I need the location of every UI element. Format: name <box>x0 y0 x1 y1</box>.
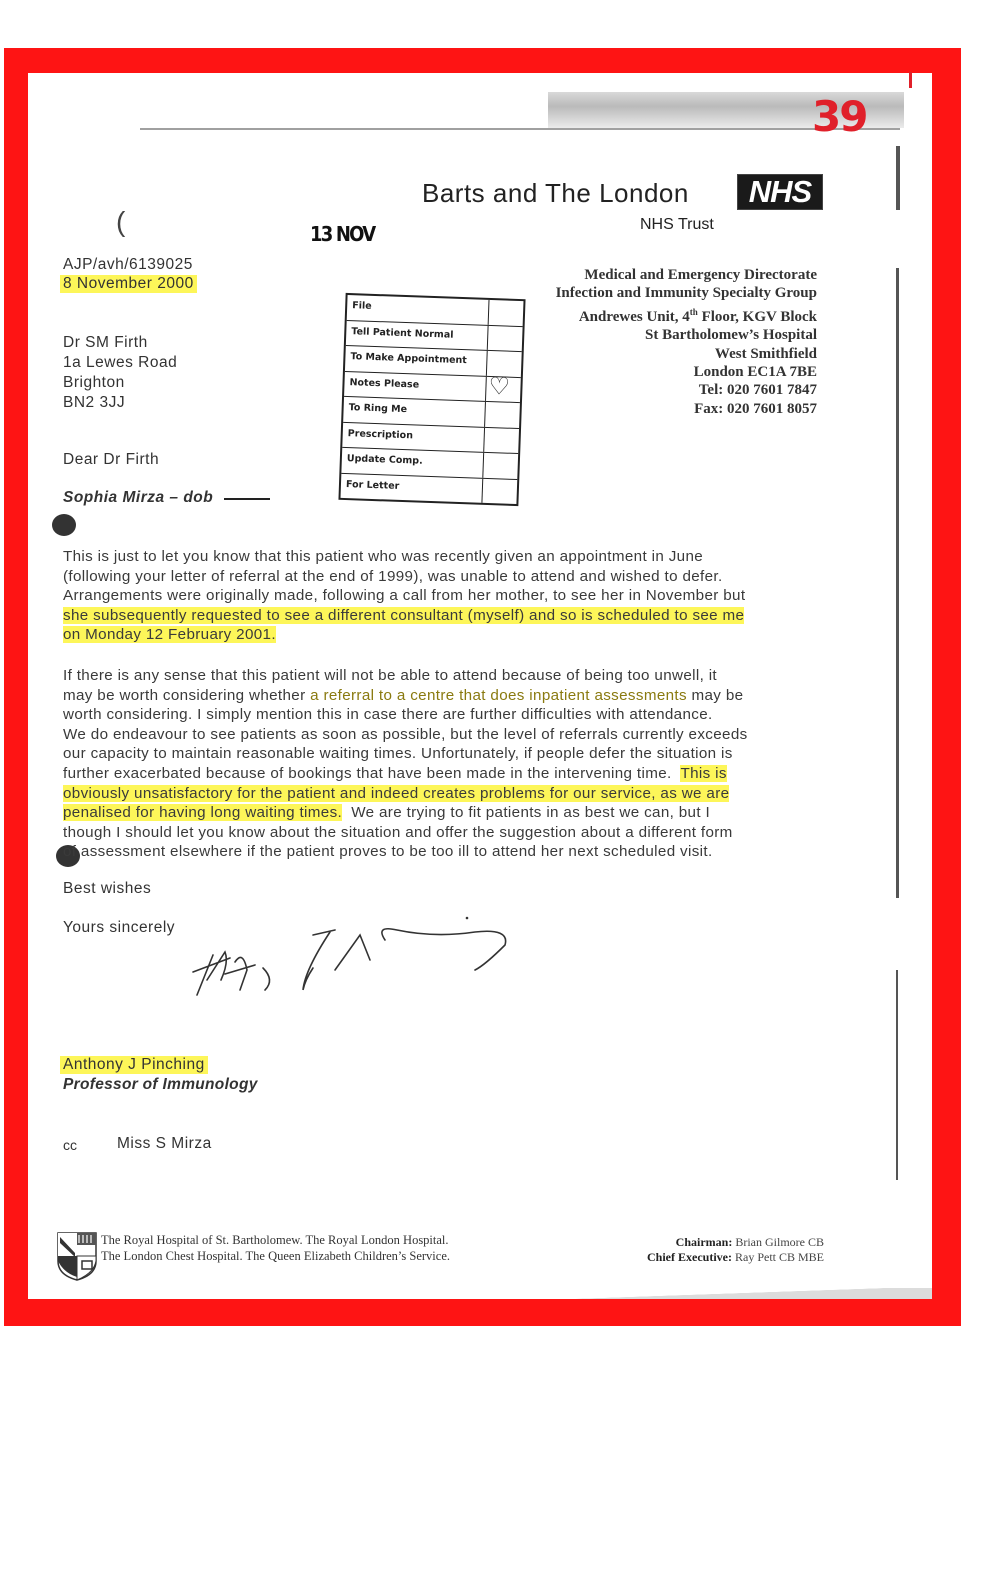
recipient-line: Brighton <box>63 374 125 391</box>
dept-unit-line <box>556 303 817 326</box>
checklist-label: Update Comp. <box>346 453 423 467</box>
redaction-line <box>224 498 270 500</box>
body-line <box>63 686 823 706</box>
footer-officers <box>647 1235 824 1265</box>
dept-line: West Smithfield <box>714 345 817 362</box>
dept-line: Infection and Immunity Specialty Group <box>555 285 817 302</box>
trust-crest-logo <box>56 1231 98 1281</box>
body-line: If there is any sense that this patient will not be able to attend because of being too unwell, it <box>63 667 718 684</box>
scan-edge <box>896 268 899 898</box>
body-line <box>63 784 823 804</box>
checkbox <box>483 427 519 453</box>
body-paragraph-1 <box>63 547 823 645</box>
body-line <box>63 803 823 823</box>
text-span: We are trying to fit patients in as best we can, but I <box>342 804 711 822</box>
checkbox <box>481 478 517 504</box>
handwritten-signature <box>185 910 525 1010</box>
highlighted-text: penalised for having long waiting times. <box>63 804 343 822</box>
scan-shadow <box>520 1288 932 1299</box>
cc-label: cc <box>63 1137 77 1153</box>
body-line: Arrangements were originally made, following a call from her mother, to see her in November but <box>63 587 746 605</box>
footer-chairman <box>647 1235 824 1250</box>
dept-line: Medical and Emergency Directorate <box>584 267 817 283</box>
page-number: 39 <box>812 92 867 141</box>
received-stamp: 13 NOV <box>310 222 375 246</box>
checkbox-checked <box>485 372 521 402</box>
footer-hospitals <box>101 1233 450 1264</box>
chairman-label: Chairman: <box>675 1235 733 1249</box>
body-paragraph-2 <box>63 666 823 862</box>
checklist-label: To Ring Me <box>348 402 408 416</box>
nhs-logo: NHS <box>737 174 823 210</box>
dept-line: London EC1A 7BE <box>693 364 817 381</box>
scan-edge <box>896 970 898 1180</box>
unit-sup: th <box>689 306 698 317</box>
letter-date: 8 November 2000 <box>60 275 197 293</box>
body-line: (following your letter of referral at the end of 1999), was unable to attend and wished to defer. <box>63 567 723 585</box>
body-line: This is just to let you know that this patient who was recently given an appointment in June <box>63 548 704 565</box>
org-name: Barts and The London <box>422 178 689 208</box>
checkbox <box>488 300 524 326</box>
recipient-line: 1a Lewes Road <box>63 354 178 371</box>
chairman-name: Brian Gilmore CB <box>732 1235 824 1249</box>
reference-number: AJP/avh/6139025 <box>63 256 193 273</box>
check-mark-icon: ♡ <box>488 372 511 401</box>
unit-suffix: Floor, KGV Block <box>697 308 817 325</box>
closing-best-wishes: Best wishes <box>63 880 152 897</box>
ce-name: Ray Pett CB MBE <box>731 1250 824 1264</box>
checkbox <box>482 453 518 479</box>
highlighted-text: This is <box>680 764 727 782</box>
closing-yours-sincerely: Yours sincerely <box>63 919 176 936</box>
body-line: though I should let you know about the situation and offer the suggestion about a different form <box>63 823 733 841</box>
text-span: further exacerbated because of bookings that have been made in the intervening time. <box>63 764 681 782</box>
checklist-label: For Letter <box>345 478 400 492</box>
action-checklist-stamp <box>338 293 525 506</box>
footer-line: The London Chest Hospital. The Queen Elizabeth Children’s Service. <box>101 1248 450 1263</box>
checkbox <box>487 325 523 351</box>
faint-highlighted-text: a referral to a centre that does inpatient assessments <box>310 686 687 704</box>
highlighted-text: on Monday 12 February 2001. <box>63 626 276 644</box>
footer-line: The Royal Hospital of St. Bartholomew. The Royal London Hospital. <box>101 1233 449 1247</box>
footer-chief-executive <box>647 1250 824 1265</box>
dept-line: St Bartholomew’s Hospital <box>645 327 817 344</box>
checklist-row <box>341 473 518 504</box>
salutation: Dear Dr Firth <box>63 451 160 468</box>
body-line <box>63 764 823 784</box>
handwritten-mark: ( <box>116 206 126 237</box>
red-mark <box>909 72 912 88</box>
subject-line: Sophia Mirza – dob <box>63 489 214 506</box>
highlighted-text: obviously unsatisfactory for the patient and indeed creates problems for our service, as we are <box>63 784 730 802</box>
scan-edge <box>896 146 900 210</box>
dept-fax: Fax: 020 7601 8057 <box>694 400 817 417</box>
cc-recipient: Miss S Mirza <box>117 1135 212 1152</box>
body-line: We do endeavour to see patients as soon as possible, but the level of referrals currently exceeds <box>63 725 748 743</box>
punch-hole <box>52 514 76 536</box>
text-span: may be <box>686 686 744 704</box>
checklist-label: Prescription <box>347 427 414 441</box>
body-line: worth considering. I simply mention this in case there are further difficulties with attendance. <box>63 706 713 724</box>
recipient-line: BN2 3JJ <box>63 394 126 411</box>
checkbox <box>484 402 520 428</box>
recipient-line: Dr SM Firth <box>63 334 148 351</box>
body-line: our capacity to maintain reasonable waiting times. Unfortunately, if people defer the situation is <box>63 745 733 763</box>
body-line <box>63 606 823 626</box>
recipient-address <box>63 333 177 413</box>
body-line <box>63 625 823 645</box>
signer-name: Anthony J Pinching <box>60 1056 208 1074</box>
checklist-label: Tell Patient Normal <box>351 325 454 341</box>
org-subtitle: NHS Trust <box>640 216 714 233</box>
scan-line <box>140 128 900 130</box>
unit-prefix: Andrewes Unit, 4 <box>578 308 690 325</box>
highlighted-text: she subsequently requested to see a different consultant (myself) and so is scheduled to see me <box>63 606 745 624</box>
body-line: of assessment elsewhere if the patient proves to be too ill to attend her next scheduled visit. <box>63 843 713 861</box>
signer-title: Professor of Immunology <box>63 1076 258 1093</box>
department-address <box>556 266 817 418</box>
dept-phone: Tel: 020 7601 7847 <box>698 382 817 399</box>
checklist-label: File <box>352 300 372 312</box>
text-span: may be worth considering whether <box>63 686 311 704</box>
checklist-label: Notes Please <box>349 376 420 391</box>
checklist-label: To Make Appointment <box>350 351 467 367</box>
ce-label: Chief Executive: <box>647 1250 732 1264</box>
